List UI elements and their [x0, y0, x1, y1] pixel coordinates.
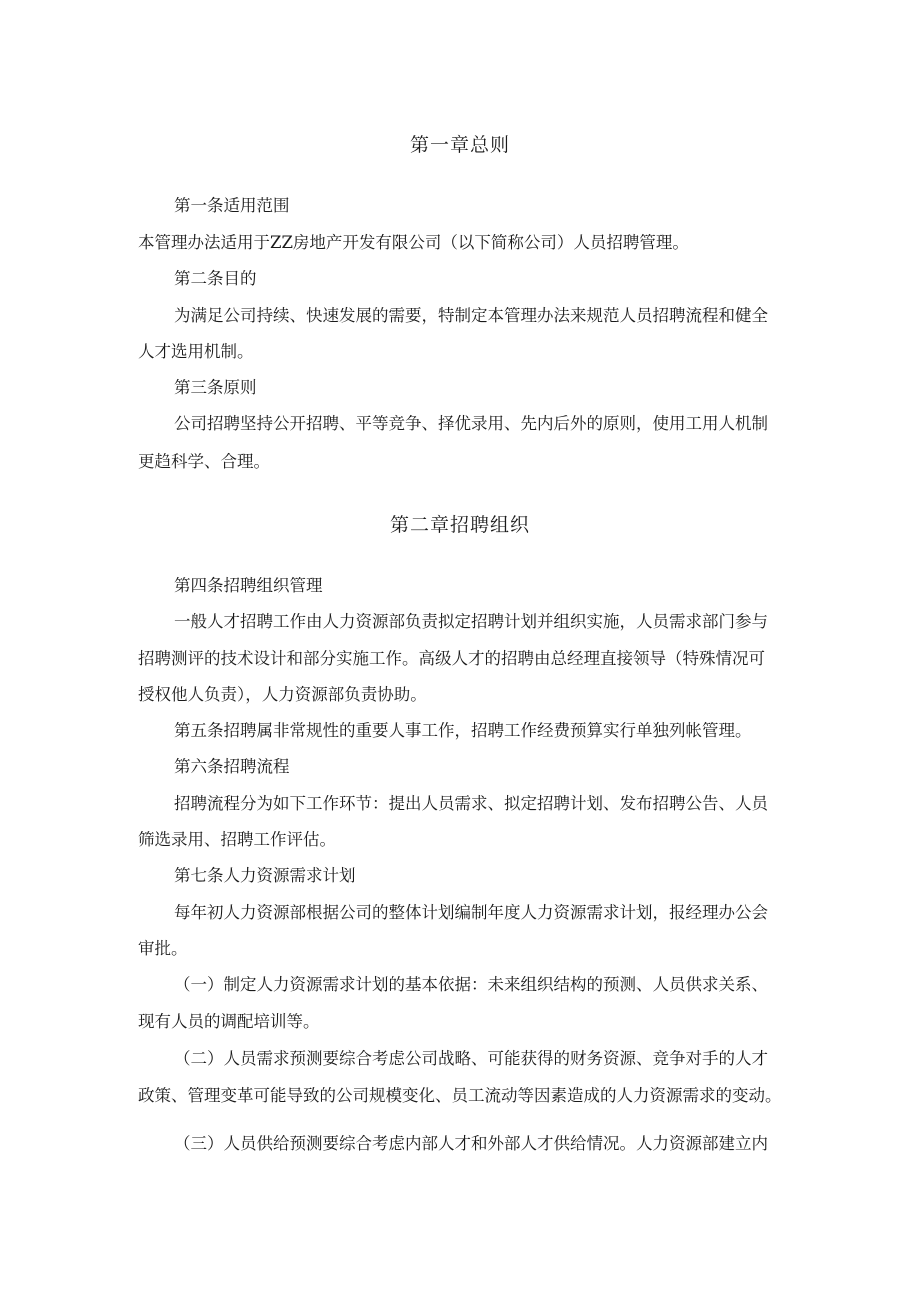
chapter-1-title: 第一章总则: [409, 134, 510, 156]
article-3-text-line-2: 更趋科学、合理。: [138, 452, 270, 471]
article-3-title: 第三条原则: [174, 378, 257, 397]
article-7-item-2-line-2: 政策、管理变革可能导致的公司规模变化、员工流动等因素造成的人力资源需求的变动。: [138, 1086, 782, 1105]
article-7-text-line-2: 审批。: [138, 939, 188, 958]
article-6-text-line-2: 筛选录用、招聘工作评估。: [138, 830, 336, 849]
article-4-title: 第四条招聘组织管理: [174, 576, 323, 595]
article-4-text-line-3: 授权他人负责），人力资源部负责协助。: [138, 685, 427, 704]
article-2-text-line-2: 人才选用机制。: [138, 342, 254, 361]
article-6-title: 第六条招聘流程: [174, 757, 290, 776]
chapter-2-title: 第二章招聘组织: [389, 514, 530, 536]
article-6-text-line-1: 招聘流程分为如下工作环节：提出人员需求、拟定招聘计划、发布招聘公告、人员: [174, 794, 768, 813]
article-1-title: 第一条适用范围: [174, 196, 290, 215]
article-2-text-line-1: 为满足公司持续、快速发展的需要，特制定本管理办法来规范人员招聘流程和健全: [174, 306, 768, 325]
article-1-text: 本管理办法适用于ZZ房地产开发有限公司（以下简称公司）人员招聘管理。: [138, 233, 689, 252]
article-7-item-3-line-1: （三）人员供给预测要综合考虑内部人才和外部人才供给情况。人力资源部建立内: [174, 1134, 768, 1153]
article-4-text-line-2: 招聘测评的技术设计和部分实施工作。高级人才的招聘由总经理直接领导（特殊情况可: [138, 649, 765, 668]
article-4-text-line-1: 一般人才招聘工作由人力资源部负责拟定招聘计划并组织实施，人员需求部门参与: [174, 612, 768, 631]
article-3-text-line-1: 公司招聘坚持公开招聘、平等竞争、择优录用、先内后外的原则，使用工用人机制: [174, 414, 768, 433]
article-5-text: 第五条招聘属非常规性的重要人事工作，招聘工作经费预算实行单独列帐管理。: [174, 721, 752, 740]
article-7-text-line-1: 每年初人力资源部根据公司的整体计划编制年度人力资源需求计划，报经理办公会: [174, 903, 768, 922]
article-2-title: 第二条目的: [174, 269, 257, 288]
article-7-item-1-line-2: 现有人员的调配培训等。: [138, 1012, 320, 1031]
article-7-item-1-line-1: （一）制定人力资源需求计划的基本依据：未来组织结构的预测、人员供求关系、: [174, 975, 768, 994]
article-7-item-2-line-1: （二）人员需求预测要综合考虑公司战略、可能获得的财务资源、竞争对手的人才: [174, 1049, 768, 1068]
article-7-title: 第七条人力资源需求计划: [174, 866, 356, 885]
